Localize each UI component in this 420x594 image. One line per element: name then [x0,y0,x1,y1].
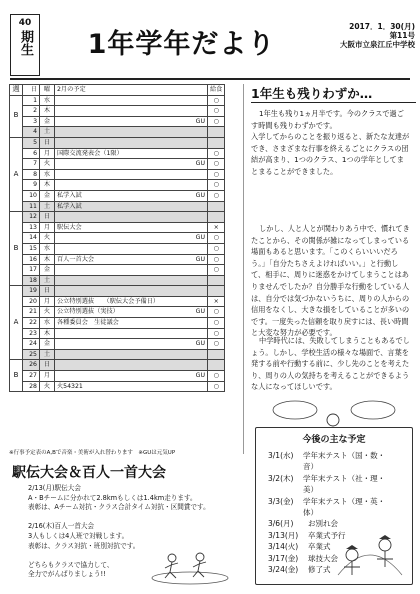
plan-text: 国際交流発表会（1限） [57,149,123,157]
plan-cell [55,307,208,318]
dow-cell: 金 [40,116,55,127]
schedule-row [10,201,225,212]
school-name: 大阪市立泉江丘中学校 [340,40,415,49]
dow-cell: 金 [40,190,55,201]
issue-number-label: 第11号 [389,31,415,40]
plan-cell [55,286,208,297]
dow-cell: 水 [40,95,55,106]
dow-cell: 火 [40,381,55,392]
plan-event: お別れ会 [308,519,338,529]
plan-cell [55,296,208,307]
plan-date: 3/6(月) [268,519,294,529]
plan-cell [55,116,208,127]
day-cell: 1 [23,95,40,106]
week-cell: B [10,212,23,286]
dow-cell: 金 [40,265,55,276]
genki-up-tag: GU [195,255,205,263]
schedule-row [10,190,225,201]
day-cell: 7 [23,159,40,170]
schedule-row [10,159,225,170]
plan-text: 各種委員会 生徒議会 [57,319,119,327]
dow-cell: 土 [40,275,55,286]
day-cell: 25 [23,349,40,360]
schedule-row [10,106,225,117]
day-cell: 20 [23,296,40,307]
plan-cell [55,349,208,360]
schedule-row [10,286,225,297]
dow-cell: 日 [40,137,55,148]
runners-illustration [150,548,230,586]
lunch-cell [208,127,225,138]
plan-event: 卒業式 [308,542,331,552]
day-cell: 10 [23,190,40,201]
schedule-row [10,180,225,191]
lunch-cell: ○ [208,254,225,265]
dow-cell: 火 [40,233,55,244]
plan-cell [55,137,208,148]
schedule-row [10,222,225,233]
schedule-row [10,233,225,244]
dow-cell: 水 [40,318,55,329]
schedule-body [10,95,225,392]
day-cell: 12 [23,212,40,223]
schedule-row [10,95,225,106]
dow-cell: 月 [40,296,55,307]
week-cell: B [10,95,23,137]
issue-date: 2017．1．30(月) [349,22,415,31]
plan-cell [55,159,208,170]
dow-cell: 月 [40,148,55,159]
plan-cell [55,265,208,276]
dow-cell: 土 [40,127,55,138]
dow-cell: 木 [40,254,55,265]
plan-date: 3/1(水) [268,451,294,460]
lunch-cell: ○ [208,169,225,180]
col-dow: 曜 [40,85,55,96]
graduation-illustration [330,515,408,583]
lunch-cell [208,275,225,286]
plan-text: 公立特別選抜 （駅伝大会予備日） [57,297,160,305]
lunch-cell: × [208,296,225,307]
dow-cell: 日 [40,212,55,223]
plan-cell [55,339,208,350]
dow-cell: 木 [40,328,55,339]
plan-cell [55,148,208,159]
issue-unit [10,30,40,60]
issue-meta [300,22,415,49]
schedule-row [10,307,225,318]
schedule-row [10,349,225,360]
plan-cell [55,169,208,180]
plan-cell [55,212,208,223]
plan-text: 駅伝大会 [57,223,82,231]
schedule-row [10,212,225,223]
genki-up-tag: GU [195,160,205,168]
schedule-row [10,328,225,339]
plan-text: 百人一首大会 [57,255,95,263]
plan-cell [55,275,208,286]
essay-title: 1年生も残りわずか… [251,84,416,103]
lunch-cell [208,286,225,297]
day-cell: 3 [23,116,40,127]
day-cell: 19 [23,286,40,297]
plan-event: 学年末テスト（社・理・美） [302,473,386,495]
lunch-cell [208,201,225,212]
day-cell: 22 [23,318,40,329]
schedule-row [10,339,225,350]
day-cell: 27 [23,371,40,382]
lunch-cell: ○ [208,265,225,276]
plan-cell [55,190,208,201]
plan-cell [55,254,208,265]
plan-event: 学年末テスト（国・数・音） [302,451,386,472]
thinking-students-illustration [265,398,405,428]
day-cell: 21 [23,307,40,318]
plan-event: 修了式 [308,565,331,575]
plan-cell [55,371,208,382]
lunch-cell [208,360,225,371]
day-cell: 2 [23,106,40,117]
essay-paragraph-3: 中学時代には、失敗してしまうこともあるでしょう。しかし、学校生活の様々な場面で、言葉を発する前や行動する前に、少し先のことを考えたり、周りの人の気持ちを考えることができるような人になってほしいです。 [251,336,410,392]
plan-cell [55,318,208,329]
day-cell: 18 [23,275,40,286]
plans-title: 今後の主な予定 [302,435,366,445]
plan-cell [55,381,208,392]
schedule-row [10,275,225,286]
lunch-cell: ○ [208,371,225,382]
lunch-cell [208,212,225,223]
day-cell: 23 [23,328,40,339]
plan-event: 卒業式予行 [308,530,346,540]
schedule-row [10,265,225,276]
plan-cell [55,233,208,244]
schedule-row [10,371,225,382]
col-day: 日 [23,85,40,96]
lunch-cell: ○ [208,180,225,191]
schedule-row [10,296,225,307]
issue-unit-text: 期生 [18,30,33,56]
ekiden-body: 2/13(月)駅伝大会 A・Bチームに分かれて2.8kmもしくは1.4km走ります。 表彰は、Aチーム対抗・クラス合計タイム対抗・区間賞です。 2/16(木)百人一首大会 3人もしくは4人班で対戦します。 表彰は、クラス対抗・班別対抗です。 どちらもクラスで協力して、 全力でがんばりましょう!! [28,484,210,579]
plan-event: 学年末テスト（理・英・体） [302,496,386,518]
schedule-row [10,169,225,180]
plan-cell [55,328,208,339]
dow-cell: 日 [40,286,55,297]
day-cell: 11 [23,201,40,212]
plan-date: 3/17(金) [268,553,299,563]
plan-text: 公立特別選抜（実技） [57,308,119,316]
day-cell: 4 [23,127,40,138]
schedule-row [10,254,225,265]
day-cell: 6 [23,148,40,159]
plan-cell [55,180,208,191]
schedule-row [10,243,225,254]
column-divider [243,84,244,454]
lunch-cell: ○ [208,381,225,392]
dow-cell: 水 [40,169,55,180]
essay-paragraph-2: しかし、人と人とが関わりあう中で、慣れてきたことから、その関係が雑になってしまっている場面もあると思います。「このくらいいいだろう。」「自分たちさえよければいい。」と行動して、相手に、周りに迷惑をかけてしまうことはありませんでしたか？自分勝手な行動をしている人は、自分では気づかないうちに、周りの人からの信用をなくし、大きな損をしていることが多いのです。一度失った信頼を取り戻すには、長い時間と大変な努力が必要です。 [251,224,410,338]
plan-item [268,473,388,496]
day-cell: 24 [23,339,40,350]
day-cell: 9 [23,180,40,191]
essay-paragraph-1: 1年生も残り1ヵ月半です。今のクラスで過ごす時間も残りわずかです。 入学してからのことを振り返ると、新たな友達ができ、さまざまな行事を終えるごとにクラスの団結が高まり、1つのクラス、1つの学年としてまとまることができました。 [251,109,410,176]
plan-text: 私学入試 [57,191,82,199]
plan-date: 3/14(火) [268,542,299,552]
dow-cell: 金 [40,339,55,350]
lunch-cell: ○ [208,106,225,117]
plan-event: 球技大会 [308,553,338,563]
schedule-note: ※行事予定表のA,Bで音楽・美術が入れ替わります ※GUは元気UP [9,450,176,456]
schedule-row [10,127,225,138]
plan-cell [55,106,208,117]
genki-up-tag: GU [195,234,205,242]
day-cell: 15 [23,243,40,254]
day-cell: 14 [23,233,40,244]
schedule-row [10,116,225,127]
schedule-table [9,84,225,392]
dow-cell: 土 [40,349,55,360]
day-cell: 17 [23,265,40,276]
header-rule [10,78,410,80]
plan-date: 3/3(金) [268,496,294,506]
lunch-cell: ○ [208,307,225,318]
week-cell: A [10,137,23,211]
schedule-header-row [10,85,225,96]
dow-cell: 月 [40,222,55,233]
col-plan: 2月の予定 [55,85,208,96]
plan-text: 火54321 [57,382,83,390]
plan-date: 3/13(月) [268,530,299,540]
dow-cell: 木 [40,180,55,191]
lunch-cell: ○ [208,233,225,244]
lunch-cell: ○ [208,318,225,329]
lunch-cell: ○ [208,190,225,201]
day-cell: 8 [23,169,40,180]
genki-up-tag: GU [195,340,205,348]
dow-cell: 木 [40,106,55,117]
lunch-cell: ○ [208,116,225,127]
genki-up-tag: GU [195,191,205,199]
dow-cell: 火 [40,159,55,170]
lunch-cell: ○ [208,159,225,170]
schedule-row [10,137,225,148]
genki-up-tag: GU [195,372,205,380]
lunch-cell: ○ [208,339,225,350]
day-cell: 28 [23,381,40,392]
day-cell: 26 [23,360,40,371]
lunch-cell: ○ [208,328,225,339]
dow-cell: 月 [40,371,55,382]
dow-cell: 火 [40,307,55,318]
dow-cell: 日 [40,360,55,371]
plan-date: 3/2(木) [268,473,294,483]
plan-date: 3/24(金) [268,565,299,575]
genki-up-tag: GU [195,117,205,125]
plan-cell [55,222,208,233]
schedule-row [10,318,225,329]
plan-cell [55,127,208,138]
page-title: 1年学年だより [87,29,276,60]
dow-cell: 土 [40,201,55,212]
week-cell: A [10,286,23,360]
plan-cell [55,243,208,254]
col-week: 週 [10,85,23,96]
schedule-row [10,381,225,392]
lunch-cell: ○ [208,243,225,254]
day-cell: 16 [23,254,40,265]
lunch-cell [208,349,225,360]
plan-text: 私学入試 [57,202,82,210]
col-lunch: 給食 [208,85,225,96]
issue-number: 40 [18,18,32,28]
plan-cell [55,360,208,371]
ekiden-title: 駅伝大会＆百人一首大会 [12,465,166,481]
lunch-cell: ○ [208,148,225,159]
plan-item [268,450,388,473]
lunch-cell [208,137,225,148]
schedule-row [10,148,225,159]
genki-up-tag: GU [195,308,205,316]
schedule-row [10,360,225,371]
lunch-cell: × [208,222,225,233]
plan-cell [55,201,208,212]
plan-cell [55,95,208,106]
day-cell: 13 [23,222,40,233]
week-cell: B [10,360,23,392]
lunch-cell: ○ [208,95,225,106]
day-cell: 5 [23,137,40,148]
dow-cell: 水 [40,243,55,254]
